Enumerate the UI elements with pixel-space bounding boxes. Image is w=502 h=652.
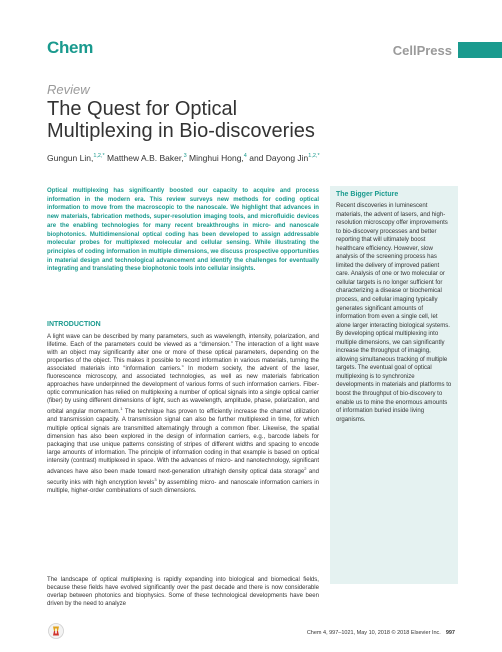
paragraph-text: The technique has proven to efficiently increase the channel utilization and transmission capacity. A transmission signal can also be further multiplexed in time, for which multiple optical signals are transmitted alternatingly through a common fiber. Likewise, the spatial dimension has also been explored in the design of information carriers, e.g., barcode labels for packaging that use unique patterns consisting of stripes of different widths and spacing to encode large amounts of information. The principle of information coding in that example is based on optical intensity (contrast) multiplexed in space. With the advances of micro- and nanotechnology, significant advances have also been made toward next-generation ultrahigh density optical data storage bbox=[47, 409, 319, 475]
author-name[interactable]: and Dayong Jin bbox=[246, 153, 309, 163]
introduction-heading: INTRODUCTION bbox=[47, 321, 101, 328]
author-affiliation: 1,2,* bbox=[93, 153, 105, 160]
paragraph-text: and security inks with high encryption levels bbox=[47, 468, 319, 486]
author-affiliation: 4 bbox=[243, 153, 247, 160]
reference-link[interactable]: 3 bbox=[154, 476, 157, 482]
page-number: 997 bbox=[445, 630, 455, 636]
paragraph-text: A light wave can be described by many parameters, such as wavelength, intensity, polarization, and lifetime. Each of the parameters could be viewed as a “dimension.” The interaction of a light wave with an object may significantly alter one or more of these optical parameters, depending on the properties of the object. This makes it possible to record information in various materials, turning the associated materials into “information carriers.” In modern society, the advent of the laser, fluorescence microscopy, and associated technologies, as well as new materials fabrication approaches have underpinned the development of various forms of such information carriers. Fiber-optic communication has relied on multiplexing a number of optical signals into a single optical carrier (fiber) by using different dimensions of light, such as wavelength, amplitude, phase, polarization, and orbital angular momentum. bbox=[47, 334, 319, 416]
bigger-picture-text: Recent discoveries in luminescent materials, the advent of lasers, and high-resolution microscopy offer improvements to bio-discovery processes and better reporting that will ultimately boost healthcare efficiency. However, slow analysis of the screening process has limited the delivery of improved patient care. Analysis of one or two molecular or cellular targets is no longer sufficient for characterizing a disease or biochemical process, and cellular imaging typically generates significant amounts of information from even a single cell, let alone larger interacting biological systems. By developing optical multiplexing into multiple dimensions, we can significantly increase the throughput of imaging, allowing simultaneous tracking of multiple targets. The eventual goal of optical multiplexing is to synchronize developments in materials and platforms to boost the throughput of bio-discovery to enable us to mine the enormous amounts of information buried inside living organisms. bbox=[336, 203, 452, 423]
article-title: The Quest for Optical Multiplexing in Bio-discoveries bbox=[47, 98, 315, 142]
author-name[interactable]: Minghui Hong, bbox=[186, 153, 244, 163]
article-type: Review bbox=[47, 82, 90, 97]
journal-name: Chem bbox=[47, 38, 94, 57]
bigger-picture-heading: The Bigger Picture bbox=[336, 191, 399, 198]
author-affiliation: 1,2,* bbox=[308, 153, 320, 160]
bigger-picture-box bbox=[330, 186, 458, 584]
publisher-color-bar bbox=[458, 42, 502, 58]
page-footer bbox=[307, 630, 455, 636]
abstract: Optical multiplexing has significantly boosted our capacity to acquire and process information in the modern era. This review surveys new methods for coding optical information to move from the macroscopic to the nanoscale. We highlight that advances in new materials, fabrication methods, super-resolution imaging tools, and microfluidic devices are the enabling technologies for many recent breakthroughs in micro- and nanoscale biophotonics. Multidimensional optical coding has been developed to assign addressable molecular probes for multiplexed molecular and cellular sensing. While illustrating the principles of coding information in multiple dimensions, we discuss prospective opportunities in material design and technological advancement and identify the challenges for eventually integrating and translating these biophotonic tools into cellular insights. bbox=[47, 188, 319, 273]
author-list bbox=[47, 153, 467, 163]
author-name[interactable]: Matthew A.B. Baker, bbox=[104, 153, 184, 163]
author-affiliation: 3 bbox=[183, 153, 187, 160]
publisher-name: CellPress bbox=[392, 43, 452, 58]
citation-text: Chem 4, 997–1021, May 10, 2018 © 2018 Elsevier Inc. bbox=[306, 630, 441, 636]
crossmark-logo-icon[interactable] bbox=[48, 623, 64, 639]
reference-link[interactable]: 2 bbox=[304, 465, 307, 471]
author-name[interactable]: Gungun Lin, bbox=[47, 153, 94, 163]
introduction-paragraph-2: The landscape of optical multiplexing is rapidly expanding into biological and biomedical fields, because these fields have evolved significantly over the past decade and there is now considerable overlap between photonics and biophysics. Some of these technological developments have been driven by the need to analyze bbox=[47, 577, 319, 608]
introduction-paragraph-1 bbox=[47, 333, 319, 495]
paragraph-text: by assembling micro- and nanoscale information carriers in multiple, higher-order combinations of such dimensions. bbox=[47, 479, 320, 494]
reference-link[interactable]: 1 bbox=[120, 406, 123, 412]
